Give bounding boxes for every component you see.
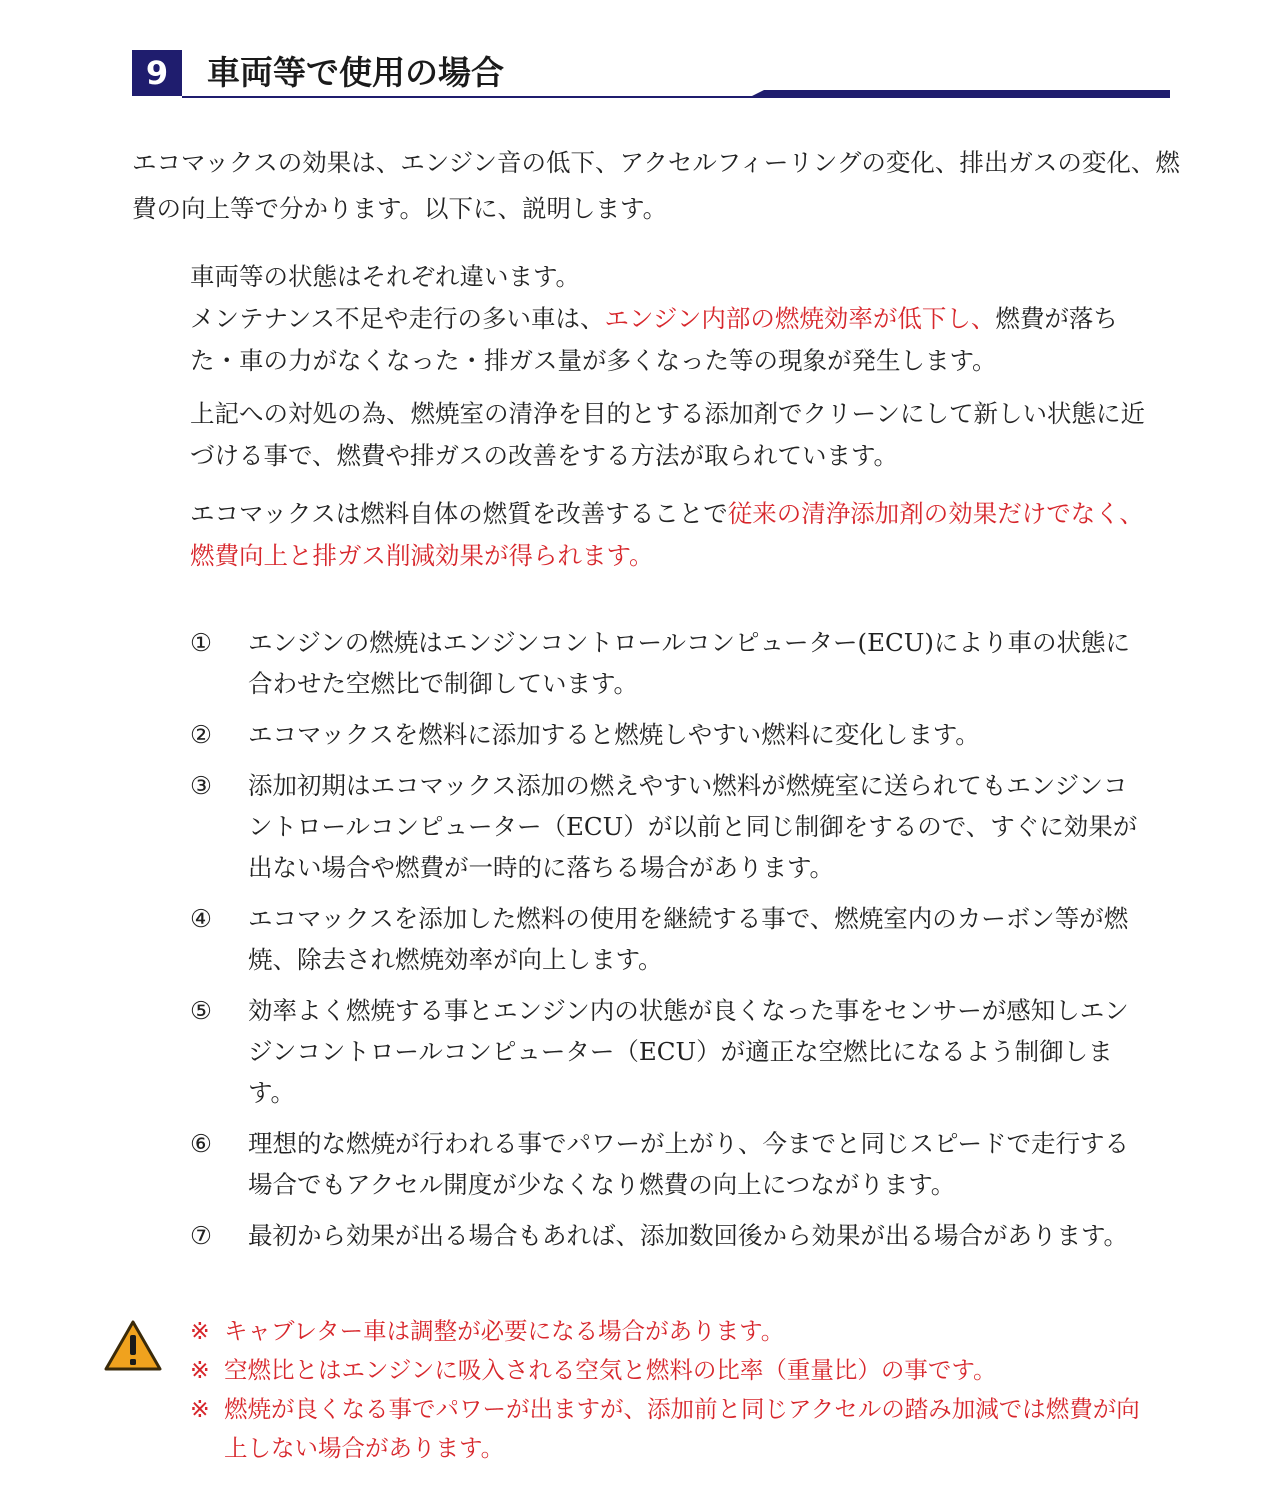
list-marker: ③ bbox=[190, 771, 212, 800]
highlight-text: 従来の清浄添加剤の効果だけでなく、燃費向上と排ガス削減効果が得られます。 bbox=[190, 499, 1144, 570]
numbered-list bbox=[190, 622, 1150, 1266]
paragraph-countermeasure: 上記への対処の為、燃焼室の清浄を目的とする添加剤でクリーンにして新しい状態に近づける事で、燃費や排ガスの改善をする方法が取られています。 bbox=[190, 399, 1146, 470]
note-marker: ※ bbox=[190, 1356, 210, 1384]
paragraph-text: エコマックスは燃料自体の燃質を改善することで bbox=[190, 499, 728, 528]
list-item-text: エコマックスを添加した燃料の使用を継続する事で、燃焼室内のカーボン等が燃焼、除去され燃焼効率が向上します。 bbox=[248, 904, 1129, 974]
list-item bbox=[190, 714, 1150, 755]
list-marker: ⑤ bbox=[190, 996, 212, 1025]
note-marker: ※ bbox=[190, 1317, 210, 1345]
highlight-text: エンジン内部の燃焼効率が低下し、 bbox=[604, 304, 996, 333]
intro-text: エコマックスの効果は、エンジン音の低下、アクセルフィーリングの変化、排出ガスの変化、燃費の向上等で分かります。以下に、説明します。 bbox=[132, 148, 1180, 223]
list-marker: ⑥ bbox=[190, 1129, 212, 1158]
paragraph-vehicle-state bbox=[190, 256, 1150, 382]
note-item bbox=[190, 1390, 1150, 1468]
list-item-text: エンジンの燃焼はエンジンコントロールコンピューター(ECU)により車の状態に合わせた空燃比で制御しています。 bbox=[248, 628, 1130, 698]
note-text: 空燃比とはエンジンに吸入される空気と燃料の比率（重量比）の事です。 bbox=[224, 1356, 997, 1384]
note-item bbox=[190, 1351, 1150, 1390]
list-marker: ④ bbox=[190, 904, 212, 933]
list-item bbox=[190, 990, 1150, 1113]
list-item bbox=[190, 1123, 1150, 1205]
paragraph-line: 車両等の状態はそれぞれ違います。 bbox=[190, 262, 581, 291]
warning-triangle-icon bbox=[104, 1320, 162, 1372]
page-title: 車両等で使用の場合 bbox=[207, 53, 504, 92]
note-item bbox=[190, 1312, 1150, 1351]
list-item bbox=[190, 898, 1150, 980]
note-text: キャブレター車は調整が必要になる場合があります。 bbox=[224, 1317, 785, 1345]
list-item-text: 添加初期はエコマックス添加の燃えやすい燃料が燃焼室に送られてもエンジンコントロールコンピューター（ECU）が以前と同じ制御をするので、すぐに効果が出ない場合や燃費が一時的に落ちる場合があります。 bbox=[248, 771, 1138, 882]
note-marker: ※ bbox=[190, 1395, 210, 1423]
list-marker: ① bbox=[190, 628, 212, 657]
section-header bbox=[132, 50, 1170, 98]
list-item bbox=[190, 765, 1150, 888]
list-item-text: 効率よく燃焼する事とエンジン内の状態が良くなった事をセンサーが感知しエンジンコントロールコンピューター（ECU）が適正な空燃比になるよう制御します。 bbox=[248, 996, 1129, 1107]
list-item-text: 最初から効果が出る場合もあれば、添加数回後から効果が出る場合があります。 bbox=[248, 1221, 1129, 1250]
list-item-text: エコマックスを燃料に添加すると燃焼しやすい燃料に変化します。 bbox=[248, 720, 980, 749]
paragraph-text: 燃費が落ちた・車の力がなくなった・排ガス量が多くなった等の現象が発生します。 bbox=[190, 304, 1118, 375]
paragraph-text: メンテナンス不足や走行の多い車は、 bbox=[190, 304, 605, 333]
list-marker: ② bbox=[190, 720, 212, 749]
list-item-text: 理想的な燃焼が行われる事でパワーが上がり、今までと同じスピードで走行する場合でもアクセル開度が少なくなり燃費の向上につながります。 bbox=[248, 1129, 1130, 1199]
section-number: 9 bbox=[132, 50, 182, 96]
list-marker: ⑦ bbox=[190, 1221, 212, 1250]
paragraph-ecomax-effect bbox=[190, 493, 1150, 577]
list-item bbox=[190, 1215, 1150, 1256]
notes-list bbox=[190, 1312, 1150, 1468]
note-text: 燃焼が良くなる事でパワーが出ますが、添加前と同じアクセルの踏み加減では燃費が向上しない場合があります。 bbox=[224, 1395, 1140, 1462]
list-item bbox=[190, 622, 1150, 704]
header-rule bbox=[182, 90, 1170, 98]
